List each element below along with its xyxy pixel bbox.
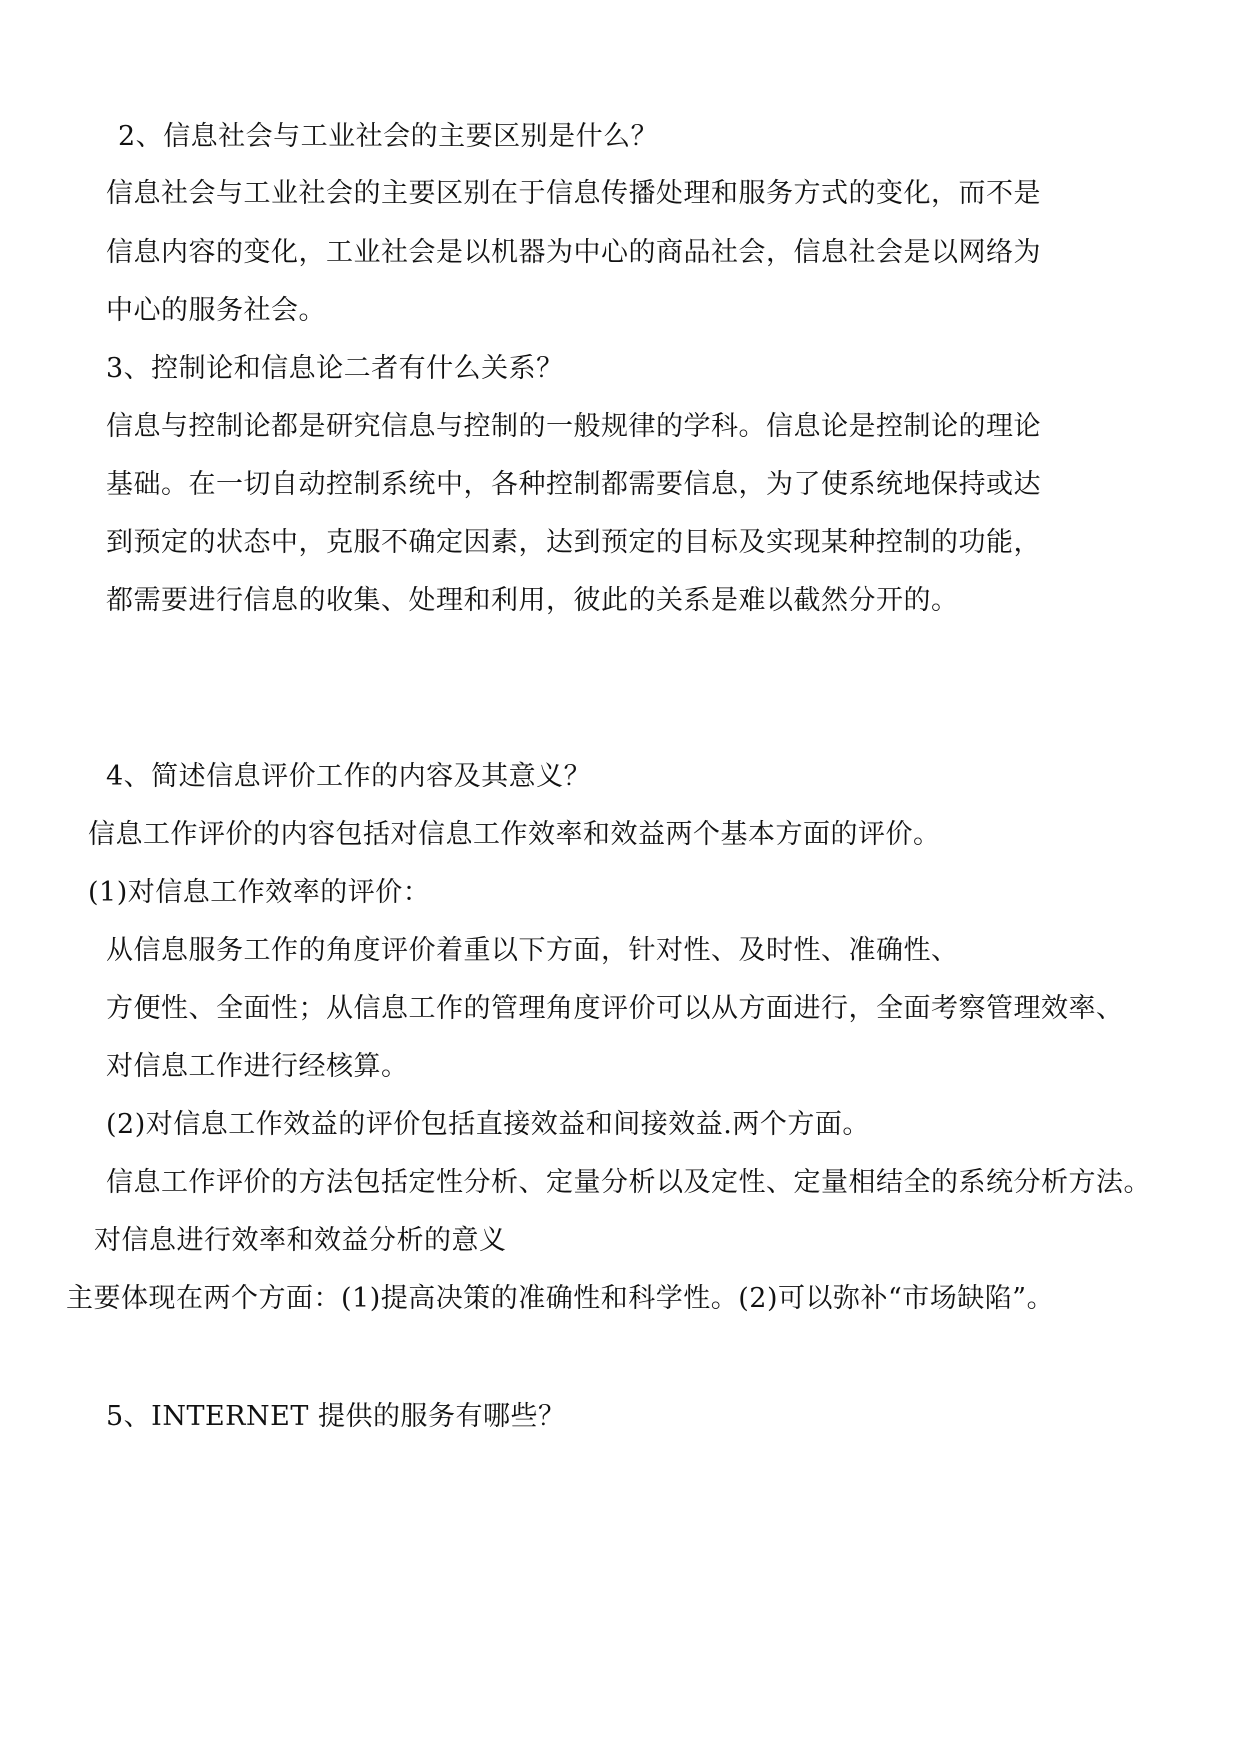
question-4-answer-line-9: 主要体现在两个方面：(1)提高决策的准确性和科学性。(2)可以弥补“市场缺陷”。 — [66, 1283, 1055, 1314]
question-4-answer-line-5: 对信息工作进行经核算。 — [106, 1051, 409, 1082]
question-4-answer-line-6: (2)对信息工作效益的评价包括直接效益和间接效益.两个方面。 — [106, 1109, 870, 1140]
question-2-answer-line-1: 信息社会与工业社会的主要区别在于信息传播处理和服务方式的变化，而不是 — [106, 178, 1041, 209]
question-3-answer-line-3: 到预定的状态中，克服不确定因素，达到预定的目标及实现某种控制的功能， — [106, 527, 1041, 558]
question-4-answer-line-2: (1)对信息工作效率的评价： — [88, 877, 431, 908]
question-4-answer-line-3: 从信息服务工作的角度评价着重以下方面，针对性、及时性、准确性、 — [106, 935, 959, 966]
question-2-answer-line-3: 中心的服务社会。 — [106, 295, 326, 326]
question-4-answer-line-8: 对信息进行效率和效益分析的意义 — [94, 1225, 507, 1256]
question-4-answer-line-7: 信息工作评价的方法包括定性分析、定量分析以及定性、定量相结全的系统分析方法。 — [106, 1167, 1151, 1198]
question-3-heading: 3、控制论和信息论二者有什么关系？ — [106, 353, 564, 384]
question-5-heading: 5、INTERNET 提供的服务有哪些？ — [106, 1401, 566, 1432]
question-4-heading: 4、简述信息评价工作的内容及其意义？ — [106, 761, 592, 792]
question-3-answer-line-4: 都需要进行信息的收集、处理和利用，彼此的关系是难以截然分开的。 — [106, 585, 959, 616]
question-3-answer-line-1: 信息与控制论都是研究信息与控制的一般规律的学科。信息论是控制论的理论 — [106, 411, 1041, 442]
question-2-heading: 2、信息社会与工业社会的主要区别是什么？ — [118, 121, 659, 152]
question-4-answer-line-4: 方便性、全面性；从信息工作的管理角度评价可以从方面进行，全面考察管理效率、 — [106, 993, 1124, 1024]
question-3-answer-line-2: 基础。在一切自动控制系统中，各种控制都需要信息，为了使系统地保持或达 — [106, 469, 1041, 500]
question-2-answer-line-2: 信息内容的变化，工业社会是以机器为中心的商品社会，信息社会是以网络为 — [106, 237, 1041, 268]
question-4-answer-line-1: 信息工作评价的内容包括对信息工作效率和效益两个基本方面的评价。 — [88, 819, 941, 850]
